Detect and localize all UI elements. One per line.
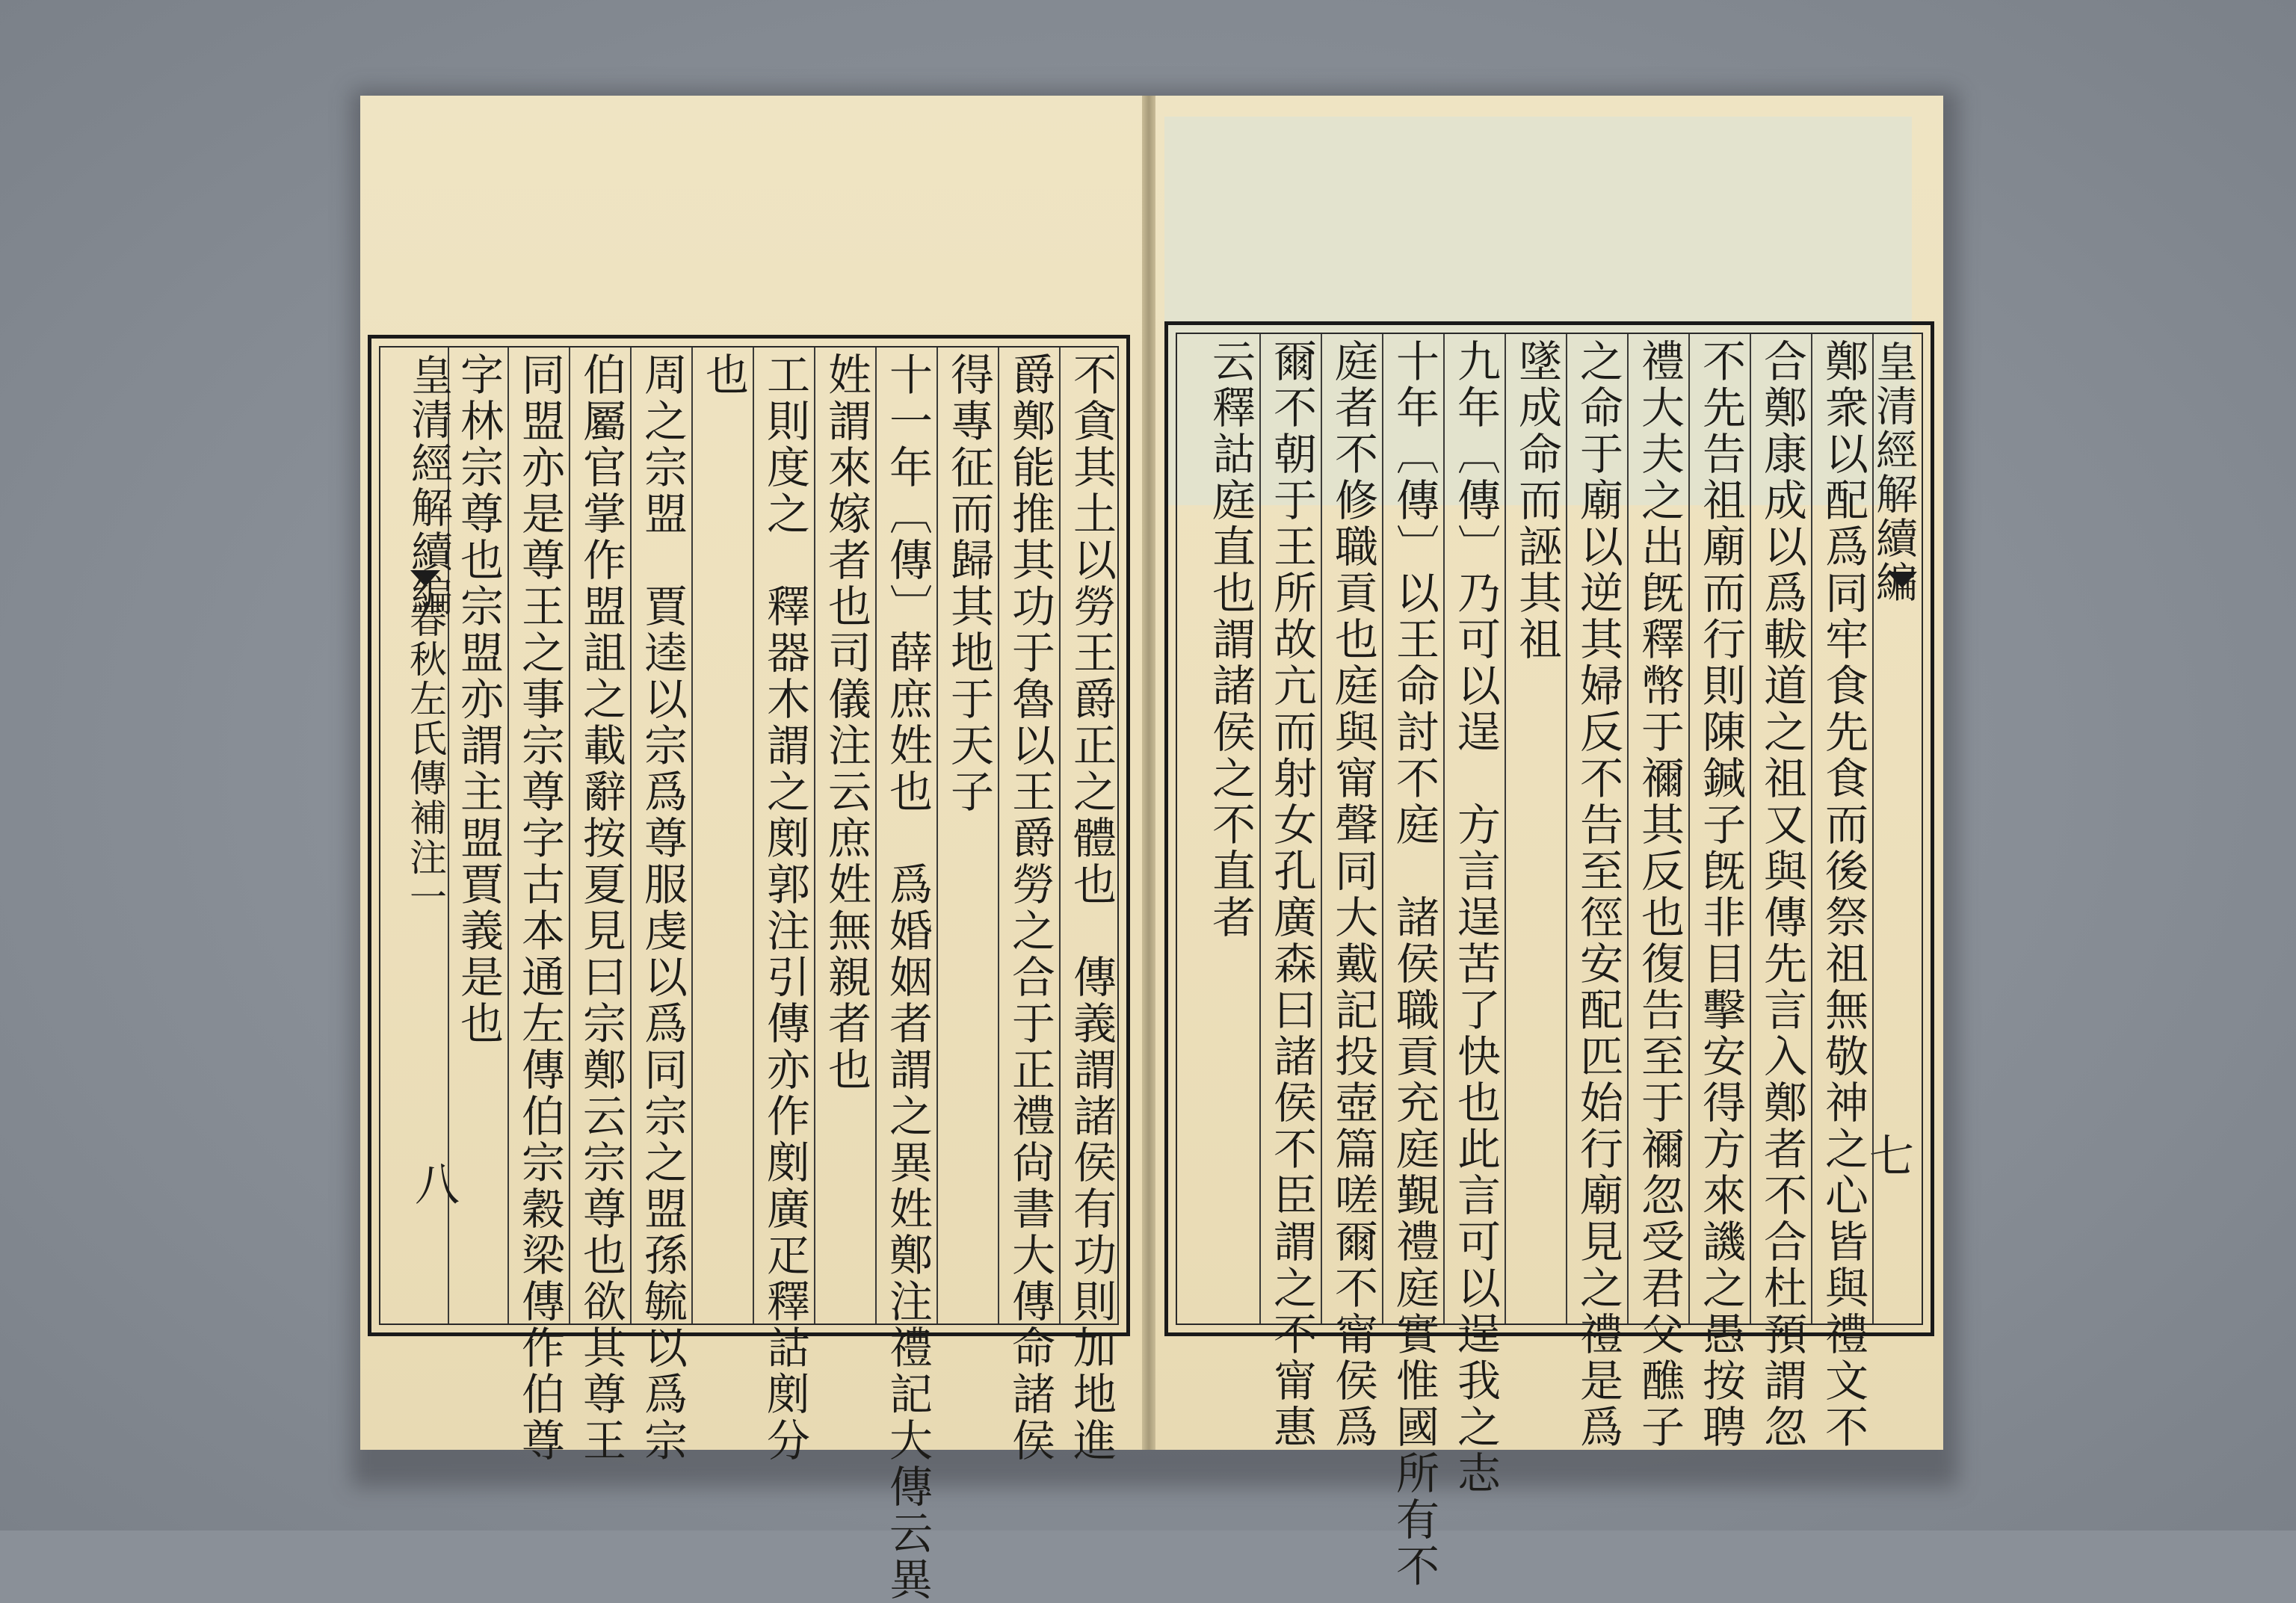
right-rule-10	[1259, 334, 1261, 1324]
left-text-frame	[368, 335, 1130, 1603]
left-column-3: 得專征而歸其地于天子	[943, 352, 994, 815]
left-rule-5	[814, 348, 815, 1324]
right-rule-9	[1321, 334, 1322, 1324]
right-rule-2	[1750, 334, 1751, 1324]
right-column-3: 不先告祖廟而行則陳鍼子旣非目擊安得方來譏之愚按聘	[1695, 339, 1746, 1451]
right-column-5: 之命于廟以逆其婦反不告至徑安配匹始行廟見之禮是爲	[1573, 339, 1623, 1451]
right-column-4: 禮大夫之出旣釋幣于禰其反也復告至于禰忽受君父醮子	[1634, 339, 1685, 1451]
right-rule-8	[1382, 334, 1383, 1324]
right-column-6: 墜成命而誣其祖	[1511, 339, 1562, 663]
right-column-11: 云釋詁庭直也謂諸侯之不直者	[1205, 339, 1256, 941]
right-column-10: 爾不朝于王所故亢而射女孔廣森曰諸侯不臣謂之不甯惠	[1266, 339, 1317, 1451]
left-column-6: 工則度之 釋器木謂之剫郭注引傳亦作剫廣疋釋詁剫分	[759, 352, 810, 1464]
book-gutter	[1142, 96, 1155, 1450]
left-column-5: 姓謂來嫁者也司儀注云庶姓無親者也	[821, 352, 871, 1093]
left-columns	[371, 339, 1126, 1603]
right-rule-1	[1811, 334, 1812, 1324]
right-rule-4	[1627, 334, 1629, 1324]
fishtail-mark	[1887, 572, 1917, 588]
left-column-1: 不貪其土以勞王爵正之體也 傳義謂諸侯有功則加地進	[1066, 352, 1117, 1464]
left-rule-7	[691, 348, 693, 1324]
right-column-8: 十年〔傳〕以王命討不庭 諸侯職貢充庭覲禮庭實惟國所有不	[1389, 339, 1439, 1590]
left-column-10: 同盟亦是尊王之事宗尊字古本通左傳伯宗穀梁傳作伯尊	[514, 352, 565, 1464]
left-column-11: 字林宗尊也宗盟亦謂主盟賈義是也	[453, 352, 504, 1047]
right-rule-5	[1566, 334, 1567, 1324]
right-column-2: 合鄭康成以爲軷道之祖又與傳先言入鄭者不合杜預謂忽	[1756, 339, 1807, 1451]
left-rule-4	[875, 348, 877, 1324]
left-column-8: 周之宗盟 賈逵以宗爲尊服虔以爲同宗之盟孫毓以爲宗	[637, 352, 688, 1464]
right-rule-0	[1872, 334, 1874, 1324]
left-rule-11	[448, 348, 449, 1324]
right-rule-3	[1688, 334, 1690, 1324]
left-rule-9	[569, 348, 570, 1324]
fishtail-mark	[410, 570, 440, 587]
left-rule-3	[936, 348, 938, 1324]
left-column-9: 伯屬官掌作盟詛之載辭按夏見曰宗鄭云宗尊也欲其尊王	[575, 352, 626, 1464]
left-rule-6	[753, 348, 754, 1324]
left-page-number: 八	[407, 1161, 460, 1205]
left-banner-title: 皇清經解續編	[404, 353, 453, 618]
right-page-number: 七	[1862, 1132, 1914, 1177]
left-banner-subtitle: 春秋左氏傳補注一	[404, 600, 447, 917]
left-rule-8	[630, 348, 632, 1324]
right-columns	[1168, 325, 1931, 1590]
left-column-4: 十一年〔傳〕薛庶姓也 爲婚姻者謂之異姓鄭注禮記大傳云異	[882, 352, 933, 1603]
right-column-9: 庭者不修職貢也庭與甯聲同大戴記投壺篇嗟爾不甯侯爲	[1327, 339, 1378, 1451]
right-text-frame	[1164, 321, 1934, 1590]
right-banner-title: 皇清經解續編	[1869, 340, 1918, 605]
right-rule-7	[1443, 334, 1445, 1324]
right-column-7: 九年〔傳〕乃可以逞 方言逞苦了快也此言可以逞我之志	[1450, 339, 1501, 1497]
left-rule-10	[507, 348, 509, 1324]
right-rule-6	[1505, 334, 1506, 1324]
right-column-1: 鄭衆以配爲同牢食先食而後祭祖無敬神之心皆與禮文不	[1818, 339, 1868, 1451]
left-column-2: 爵鄭能推其功于魯以王爵勞之合于正禮尙書大傳命諸侯	[1004, 352, 1055, 1464]
left-rule-2	[998, 348, 999, 1324]
left-column-7: 也	[698, 352, 749, 398]
left-rule-1	[1059, 348, 1061, 1324]
